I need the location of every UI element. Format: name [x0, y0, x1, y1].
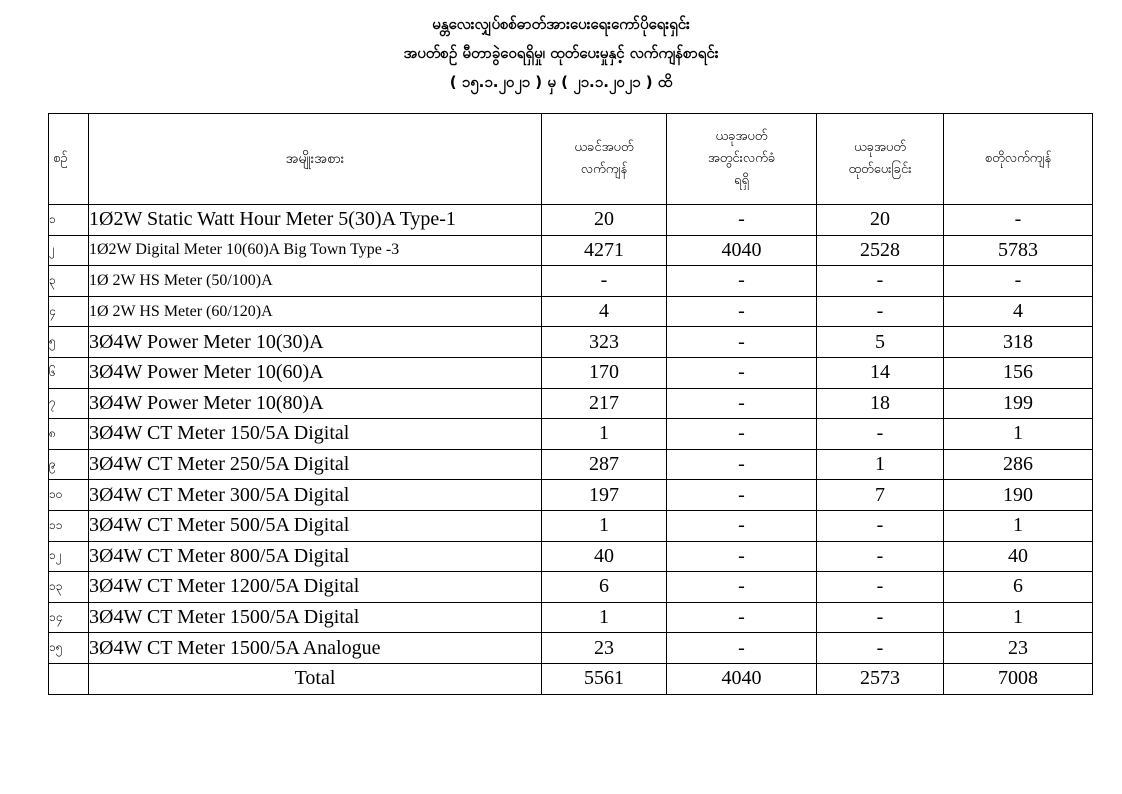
row-meter-type: 3Ø4W CT Meter 800/5A Digital: [89, 541, 542, 572]
row-sn: ၁၃: [49, 572, 89, 603]
row-issued: 5: [817, 327, 944, 358]
row-stock: 40: [944, 541, 1093, 572]
row-sn: ၅: [49, 327, 89, 358]
total-stock: 7008: [944, 663, 1093, 694]
row-received: -: [667, 205, 817, 236]
row-received: -: [667, 419, 817, 450]
row-sn: ၉: [49, 449, 89, 480]
header-line: အတွင်းလက်ခံ: [707, 151, 776, 166]
row-received: -: [667, 541, 817, 572]
table-row: [49, 602, 1093, 633]
row-stock: 1: [944, 510, 1093, 541]
row-prev-balance: -: [542, 266, 667, 297]
row-stock: 156: [944, 357, 1093, 388]
table-body: [49, 205, 1093, 664]
total-sn-cell: [49, 663, 89, 694]
col-header-received: [667, 114, 817, 205]
report-title-org: မန္တလေးလျှပ်စစ်ဓာတ်အားပေးရေးကော်ပိုရေးရှင်း: [432, 15, 690, 33]
row-sn: ၄: [49, 296, 89, 327]
row-stock: 5783: [944, 235, 1093, 266]
row-sn: ၁: [49, 205, 89, 236]
row-received: -: [667, 357, 817, 388]
row-received: -: [667, 602, 817, 633]
row-prev-balance: 1: [542, 602, 667, 633]
row-stock: 6: [944, 572, 1093, 603]
row-stock: -: [944, 205, 1093, 236]
row-issued: -: [817, 572, 944, 603]
row-sn: ၁၂: [49, 541, 89, 572]
row-meter-type: 3Ø4W Power Meter 10(30)A: [89, 327, 542, 358]
row-prev-balance: 197: [542, 480, 667, 511]
row-received: -: [667, 296, 817, 327]
row-issued: 7: [817, 480, 944, 511]
row-meter-type: 1Ø 2W HS Meter (50/100)A: [89, 266, 542, 297]
row-sn: ၇: [49, 388, 89, 419]
row-meter-type: 3Ø4W CT Meter 250/5A Digital: [89, 449, 542, 480]
row-issued: -: [817, 510, 944, 541]
row-stock: 1: [944, 419, 1093, 450]
row-prev-balance: 4271: [542, 235, 667, 266]
row-meter-type: 3Ø4W CT Meter 150/5A Digital: [89, 419, 542, 450]
row-sn: ၂: [49, 235, 89, 266]
header-line: လက်ကျန်: [580, 162, 628, 177]
header-line: ယခုအပတ်: [854, 140, 906, 155]
table-row: [49, 235, 1093, 266]
row-meter-type: 3Ø4W CT Meter 1500/5A Digital: [89, 602, 542, 633]
col-header-issued: [817, 114, 944, 205]
row-sn: ၃: [49, 266, 89, 297]
row-issued: 14: [817, 357, 944, 388]
total-label: Total: [89, 663, 542, 694]
row-stock: 318: [944, 327, 1093, 358]
table-row: [49, 266, 1093, 297]
row-sn: ၁၄: [49, 602, 89, 633]
header-line: စတိုလက်ကျန်: [984, 151, 1052, 166]
row-stock: 199: [944, 388, 1093, 419]
row-received: -: [667, 266, 817, 297]
table-row: [49, 419, 1093, 450]
row-prev-balance: 170: [542, 357, 667, 388]
row-sn: ၈: [49, 419, 89, 450]
row-prev-balance: 6: [542, 572, 667, 603]
row-stock: -: [944, 266, 1093, 297]
row-meter-type: 1Ø2W Digital Meter 10(60)A Big Town Type -3: [89, 235, 542, 266]
row-stock: 4: [944, 296, 1093, 327]
header-line: ရရှိ: [734, 173, 749, 188]
row-received: -: [667, 572, 817, 603]
col-header-prev-balance: [542, 114, 667, 205]
row-prev-balance: 4: [542, 296, 667, 327]
row-sn: ၆: [49, 357, 89, 388]
row-stock: 23: [944, 633, 1093, 664]
row-stock: 190: [944, 480, 1093, 511]
row-received: -: [667, 327, 817, 358]
row-meter-type: 1Ø2W Static Watt Hour Meter 5(30)A Type-1: [89, 205, 542, 236]
meter-inventory-table: [48, 113, 1093, 695]
row-prev-balance: 217: [542, 388, 667, 419]
row-issued: -: [817, 541, 944, 572]
row-meter-type: 3Ø4W CT Meter 1500/5A Analogue: [89, 633, 542, 664]
report-titles: [0, 10, 1122, 97]
table-row: [49, 327, 1093, 358]
row-stock: 1: [944, 602, 1093, 633]
total-issued: 2573: [817, 663, 944, 694]
row-prev-balance: 287: [542, 449, 667, 480]
row-issued: -: [817, 419, 944, 450]
row-meter-type: 3Ø4W Power Meter 10(80)A: [89, 388, 542, 419]
total-prev-balance: 5561: [542, 663, 667, 694]
table-row: [49, 480, 1093, 511]
header-line: ထုတ်ပေးခြင်း: [848, 162, 912, 177]
table-row: [49, 510, 1093, 541]
row-issued: 18: [817, 388, 944, 419]
row-issued: 20: [817, 205, 944, 236]
row-received: 4040: [667, 235, 817, 266]
header-line: ယခုအပတ်: [715, 129, 768, 144]
col-header-sn: စဉ်: [49, 114, 89, 205]
row-received: -: [667, 388, 817, 419]
row-prev-balance: 1: [542, 419, 667, 450]
header-line: ယခင်အပတ်: [574, 140, 634, 155]
header-row: [49, 114, 1093, 205]
table-row: [49, 205, 1093, 236]
row-sn: ၁၅: [49, 633, 89, 664]
col-header-type: အမျိုးအစား: [89, 114, 542, 205]
table-row: [49, 296, 1093, 327]
row-sn: ၁၀: [49, 480, 89, 511]
row-prev-balance: 20: [542, 205, 667, 236]
table-row: [49, 357, 1093, 388]
row-received: -: [667, 510, 817, 541]
table-row: [49, 572, 1093, 603]
report-title-subject: အပတ်စဉ် မီတာခွဲဝေရရှိမှု၊ ထုတ်ပေးမှုနှင့် လက်ကျန်စာရင်း: [403, 44, 719, 62]
row-stock: 286: [944, 449, 1093, 480]
row-meter-type: 1Ø 2W HS Meter (60/120)A: [89, 296, 542, 327]
row-received: -: [667, 449, 817, 480]
row-prev-balance: 40: [542, 541, 667, 572]
table-row: [49, 388, 1093, 419]
row-issued: -: [817, 296, 944, 327]
row-prev-balance: 323: [542, 327, 667, 358]
table-row: [49, 633, 1093, 664]
row-prev-balance: 23: [542, 633, 667, 664]
report-date-range: ( ၁၅.၁.၂၀၂၁ ) မှ ( ၂၁.၁.၂၀၂၁ ) ထိ: [449, 73, 673, 91]
row-issued: -: [817, 266, 944, 297]
row-issued: 2528: [817, 235, 944, 266]
row-meter-type: 3Ø4W CT Meter 1200/5A Digital: [89, 572, 542, 603]
row-meter-type: 3Ø4W Power Meter 10(60)A: [89, 357, 542, 388]
row-prev-balance: 1: [542, 510, 667, 541]
table-row: [49, 541, 1093, 572]
row-received: -: [667, 633, 817, 664]
total-row: [49, 663, 1093, 694]
row-meter-type: 3Ø4W CT Meter 300/5A Digital: [89, 480, 542, 511]
row-received: -: [667, 480, 817, 511]
table-row: [49, 449, 1093, 480]
row-issued: -: [817, 602, 944, 633]
row-issued: 1: [817, 449, 944, 480]
row-issued: -: [817, 633, 944, 664]
total-received: 4040: [667, 663, 817, 694]
row-sn: ၁၁: [49, 510, 89, 541]
col-header-stock: [944, 114, 1093, 205]
row-meter-type: 3Ø4W CT Meter 500/5A Digital: [89, 510, 542, 541]
